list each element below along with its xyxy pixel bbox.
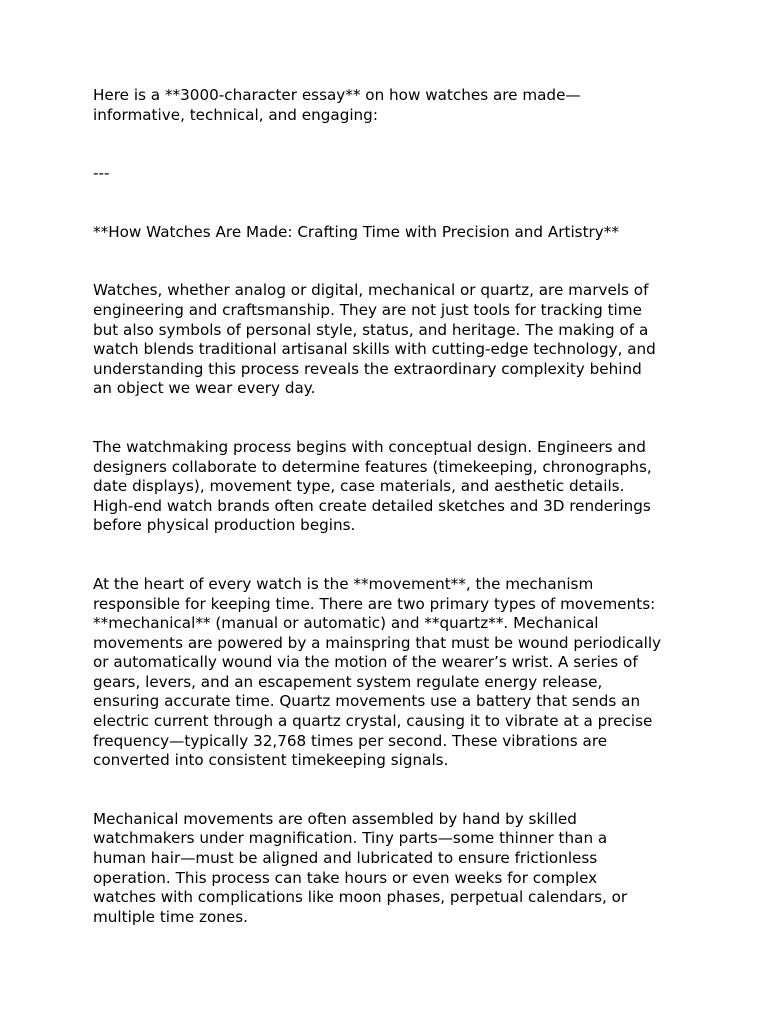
text-line: designers collaborate to determine features (timekeeping, chronographs,	[93, 457, 652, 476]
document-body	[93, 86, 683, 966]
text-line: gears, levers, and an escapement system regulate energy release,	[93, 672, 603, 691]
separator-line	[93, 164, 683, 184]
text-line: watch blends traditional artisanal skills with cutting-edge technology, and	[93, 340, 656, 359]
text-line: At the heart of every watch is the **movement**, the mechanism	[93, 574, 594, 593]
text-line: The watchmaking process begins with conceptual design. Engineers and	[93, 437, 646, 456]
text-line: an object we wear every day.	[93, 379, 316, 398]
text-line: Mechanical movements are often assembled by hand by skilled	[93, 809, 577, 828]
text-line: **mechanical** (manual or automatic) and **quartz**. Mechanical	[93, 614, 599, 633]
separator-text: ---	[93, 164, 110, 183]
text-line: watches with complications like moon phases, perpetual calendars, or	[93, 888, 628, 907]
text-line: electric current through a quartz crystal, causing it to vibrate at a precise	[93, 712, 653, 731]
paragraph-movement	[93, 575, 683, 771]
text-line: watchmakers under magnification. Tiny parts—some thinner than a	[93, 829, 608, 848]
text-line: responsible for keeping time. There are two primary types of movements:	[93, 594, 656, 613]
paragraph-assembly	[93, 810, 683, 928]
text-line: understanding this process reveals the extraordinary complexity behind	[93, 359, 642, 378]
text-line: Here is a **3000-character essay** on how watches are made—	[93, 86, 581, 104]
text-line: informative, technical, and engaging:	[93, 105, 378, 124]
text-line: movements are powered by a mainspring that must be wound periodically	[93, 633, 662, 652]
essay-title	[93, 223, 683, 243]
text-line: human hair—must be aligned and lubricated to ensure frictionless	[93, 849, 598, 868]
text-line: converted into consistent timekeeping signals.	[93, 751, 449, 770]
text-line: before physical production begins.	[93, 516, 356, 535]
title-text: **How Watches Are Made: Crafting Time with Precision and Artistry**	[93, 222, 619, 241]
text-line: or automatically wound via the motion of the wearer’s wrist. A series of	[93, 653, 638, 672]
text-line: Watches, whether analog or digital, mechanical or quartz, are marvels of	[93, 281, 649, 300]
text-line: High-end watch brands often create detailed sketches and 3D renderings	[93, 496, 651, 515]
paragraph-design	[93, 438, 683, 536]
text-line: multiple time zones.	[93, 907, 248, 926]
text-line: engineering and craftsmanship. They are not just tools for tracking time	[93, 300, 642, 319]
intro-paragraph	[93, 86, 683, 125]
text-line: frequency—typically 32,768 times per second. These vibrations are	[93, 731, 608, 750]
text-line: operation. This process can take hours or even weeks for complex	[93, 868, 598, 887]
text-line: ensuring accurate time. Quartz movements use a battery that sends an	[93, 692, 641, 711]
text-line: but also symbols of personal style, status, and heritage. The making of a	[93, 320, 649, 339]
text-line: date displays), movement type, case materials, and aesthetic details.	[93, 477, 625, 496]
paragraph-intro	[93, 281, 683, 399]
